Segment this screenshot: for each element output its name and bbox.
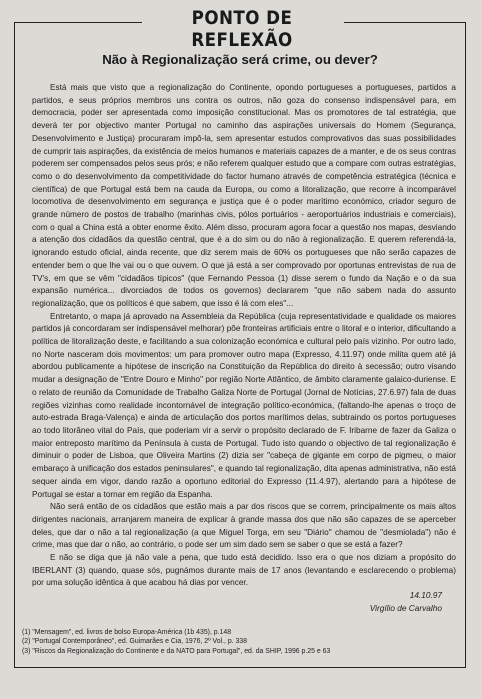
- footnotes: [22, 628, 462, 656]
- section-title: PONTO DE REFLEXÃO: [191, 7, 293, 51]
- footnote: (2) "Portugal Contemporâneo", ed. Guimarães e Cia, 1976, 2º Vol., p. 338: [22, 638, 247, 646]
- paragraph: Entretanto, o mapa já aprovado na Assembleia da República (cuja representatividade e qualidade os maiores partidos já concordaram ser indispensável melhorar) põe fronteiras artificiais entre o litoral e o interior, dificultando a política de litoralização deste, e facilitando a sua colonização económica e cultural pelo país vizinho. Por outro lado, no Norte nasceram dois movimentos: um para promover outro mapa (Expresso, 4.11.97) onde milita quem até já abordou publicamente a hipótese de inscrição na Constituição da República do direito à secessão; outro visando mudar a designação de "Entre Douro e Minho" por região Norte Atlântico, de âmbito claramente galaico-duriense. E o relato de reunião da Comunidade de Trabalho Galiza Norte de Portugal (Jornal de Notícias, 27.6.97) fala de duas regiões vizinhas como realidade incontornável de integração político-económica, (faltando-lhe apenas o troço de auto-estrada Braga-Valença) e ainda de articulação dos portos marítimos delas, subtraindo os portos portugueses ao todo litorâneo vital do País, que poderiam vir a servir o propósito declarado de F. Iribarne de fazer da Galiza o maior entreposto marítimo da Península à custa de Portugal. Tudo isto quando o objectivo de tal regionalização é diminuir o poder de Lisboa, que Oliveira Martins (2) dizia ser "cabeça de gigante em corpo de pigmeu, o maior embaraço à unificação dos estados peninsulares", e quando tal regionalização, dita apenas administrativa, não está sequer ainda em vigor, dando razão a oportuno editorial do Expresso (11.4.97), alertando para a hipótese de Portugal se estar a tornar em região da Espanha.: [32, 311, 456, 499]
- article-body: [32, 82, 456, 590]
- paragraph: Está mais que visto que a regionalização do Continente, opondo portugueses a portugueses, partidos a partidos, e seus próprios membros uns contra os outros, não goza do consenso indispensável para, em democracia, poder ser apresentada como imposição constitucional. Mas os promotores de tal estratégia, que deverá ter por objectivo manter Portugal no caminho das aspirações universais do Homem (Segurança, Desenvolvimento e Justiça) procuraram impô-la, sem apresentar estudos comprovativos das suas possibilidades de cumprir tais aspirações, da existência de meios humanos e materiais capazes de a manter, e de os seus contras poderem ser compensados pelos seus prós; e não referem qualquer estudo que a compare com outras estratégias, como o do desenvolvimento da competitividade do factor humano através de competência estratégica (técnica e científica) de que Portugal está bem na cauda da Europa, ou como a litoralização, que recorre à incomparável locomotiva de desenvolvimento em segurança e justiça que é o poder marítimo económico, criador seguro de grande número de postos de trabalho (marinhas civis, pólos portuários - aeroportuários industriais e comerciais), com o qual a China está a obter enorme êxito. Além disso, procuram agora focar a questão nos mapas, desviando a atenção dos cidadãos da questão central, que é a do sim ou do não à regionalização. E querem referendá-la, ignorando estudo oficial, ainda recente, que diz serem mais de 60% os portugueses que não serão capazes de entender bem o que lhe vai ou o que ouvem. O que já está a ser comprovado por oportunas entrevistas de rua de TV's, em que se vêm "cidadãos típicos" (que Fernando Pessoa (1) disse serem o fundo da Nação e o da sua expansão numérica... divorciados de todos os governos) declararem "que não sabem nada do assunto regionalização, que os políticos é que sabem, que isso é lá com eles"...: [32, 83, 456, 308]
- article-date: 14.10.97: [409, 590, 442, 600]
- footnote: (3) "Riscos da Regionalização do Continente e da NATO para Portugal", ed. da SHIP, 1996 p.25 e 63: [22, 647, 331, 655]
- footnote: (1) "Mensagem", ed. livros de bolso Europa-América (1b 435), p.148: [22, 629, 232, 636]
- paragraph: Não será então de os cidadãos que estão mais a par dos riscos que se correm, principalmente os mais altos dirigentes nacionais, arranjarem maneira de explicar à grande massa dos que não são capazes de se aperceber deles, que dar o não a tal regionalização (a que Miguel Torga, em seu "Diário" chamou de "desmiolada") não é crime, mas que dar o não, ao contrário, o pode ser um sim dado sem se saber o que se está a fazer?: [32, 502, 456, 550]
- paragraph: E não se diga que já não vale a pena, que tudo está decidido. Isso era o que nos diziam a propósito do IBERLANT (3) quando, quase sós, pugnámos durante mais de 17 anos (levantando e esclarecendo o problema) por uma solução idêntica à que acabou há dias por vencer.: [32, 553, 456, 588]
- article-author: Virgílio de Carvalho: [369, 603, 442, 613]
- article-title: Não à Regionalização será crime, ou dever?: [102, 52, 378, 67]
